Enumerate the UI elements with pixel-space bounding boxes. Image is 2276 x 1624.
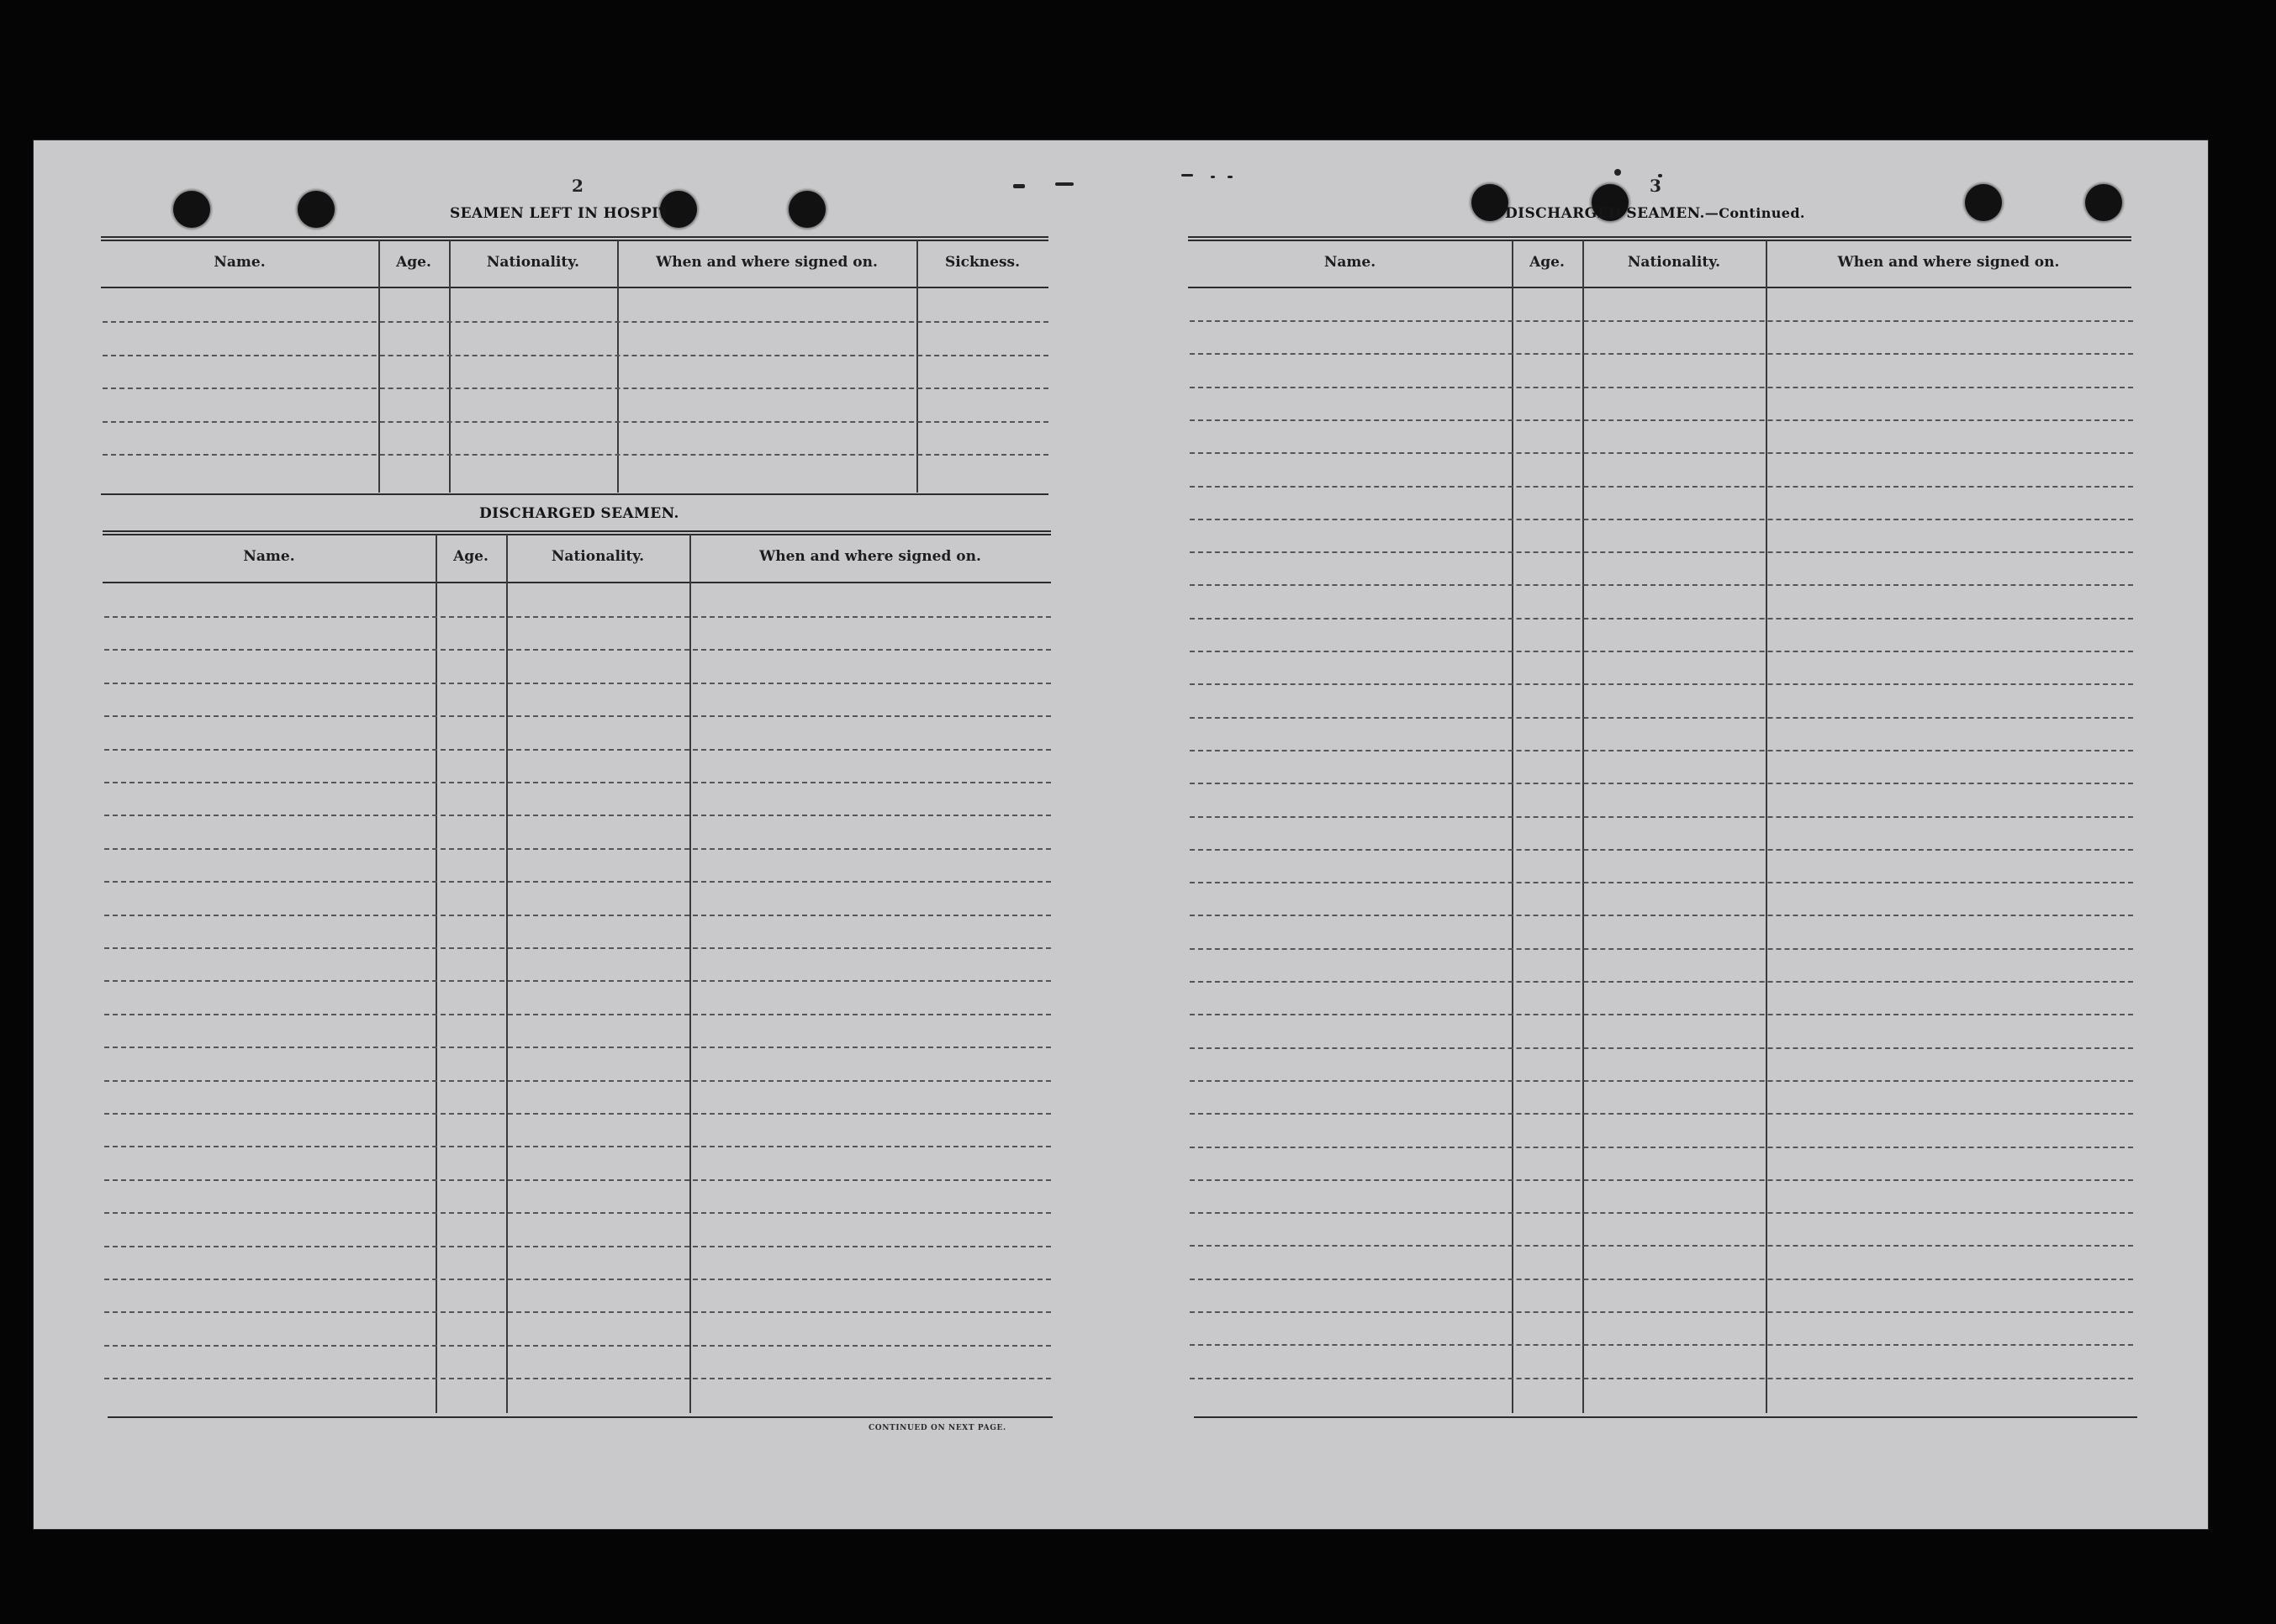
form-row-line — [104, 1146, 1051, 1147]
continued-footer: CONTINUED ON NEXT PAGE. — [869, 1424, 1006, 1432]
continued-bottom-rule — [1194, 1416, 2137, 1418]
form-row-line — [104, 1279, 1051, 1280]
column-header-nationality: Nationality. — [486, 254, 580, 271]
punch-hole — [173, 191, 210, 228]
form-row-line — [1190, 519, 2133, 520]
discharged-subheader-rule — [103, 582, 1051, 583]
column-divider — [689, 535, 691, 1413]
form-row-line — [104, 749, 1051, 751]
form-row-line — [1190, 452, 2133, 454]
column-divider — [1582, 240, 1584, 1413]
form-row-line — [1190, 1279, 2133, 1280]
form-row-line — [1190, 387, 2133, 388]
form-row-line — [103, 421, 1048, 423]
form-row-line — [103, 388, 1048, 389]
form-row-line — [104, 1179, 1051, 1181]
column-header-name: Name. — [243, 548, 295, 565]
form-row-line — [1190, 1113, 2133, 1115]
form-row-line — [104, 848, 1051, 850]
punch-hole — [2085, 184, 2122, 221]
form-row-line — [1190, 1344, 2133, 1346]
form-row-line — [104, 1014, 1051, 1015]
form-row-line — [1190, 419, 2133, 421]
form-row-line — [1190, 717, 2133, 719]
form-row-line — [1190, 584, 2133, 586]
form-row-line — [1190, 486, 2133, 488]
form-row-line — [104, 1047, 1051, 1048]
column-divider — [436, 535, 437, 1413]
form-row-line — [1190, 981, 2133, 983]
hospital-subheader-rule — [101, 287, 1048, 288]
form-row-line — [1190, 849, 2133, 851]
hospital-section-title: SEAMEN LEFT IN HOSPIT — [450, 205, 670, 222]
punch-hole — [1471, 184, 1508, 221]
punch-hole — [1965, 184, 2002, 221]
form-row-line — [104, 815, 1051, 816]
column-header-age: Age. — [453, 548, 488, 565]
discharged-header-rule — [103, 530, 1051, 532]
form-row-line — [1190, 683, 2133, 685]
form-row-line — [104, 881, 1051, 883]
ink-mark — [1181, 174, 1193, 177]
continued-suffix: —Continued. — [1704, 205, 1805, 221]
column-header-signed-on: When and where signed on. — [1837, 254, 2060, 271]
column-header-nationality: Nationality. — [1627, 254, 1721, 271]
form-row-line — [104, 1345, 1051, 1347]
column-divider — [1766, 240, 1767, 1413]
continued-header-rule — [1188, 236, 2131, 238]
form-row-line — [104, 782, 1051, 783]
ink-mark — [1013, 184, 1025, 188]
form-row-line — [104, 649, 1051, 651]
form-row-line — [1190, 353, 2133, 355]
form-row-line — [1190, 1245, 2133, 1247]
form-row-line — [1190, 816, 2133, 818]
ink-mark — [1228, 176, 1233, 178]
form-row-line — [1190, 651, 2133, 652]
form-row-line — [1190, 1378, 2133, 1379]
form-row-line — [104, 715, 1051, 717]
column-header-name: Name. — [1323, 254, 1376, 271]
form-row-line — [104, 1212, 1051, 1214]
form-row-line — [1190, 1047, 2133, 1049]
page-number: 2 — [572, 176, 584, 196]
discharged-continued-title-text: DISCHARGED SEAMEN. — [1505, 205, 1705, 222]
form-row-line — [104, 1113, 1051, 1115]
form-row-line — [104, 683, 1051, 684]
form-row-line — [104, 980, 1051, 982]
form-row-line — [1190, 1014, 2133, 1015]
column-header-name: Name. — [214, 254, 266, 271]
ink-mark — [1211, 176, 1215, 178]
form-row-line — [104, 1378, 1051, 1379]
form-row-line — [1190, 1080, 2133, 1082]
column-divider — [1512, 240, 1513, 1413]
discharged-bottom-rule — [108, 1416, 1053, 1418]
form-row-line — [1190, 1311, 2133, 1313]
form-row-line — [103, 454, 1048, 456]
column-header-age: Age. — [396, 254, 431, 271]
form-row-line — [104, 947, 1051, 949]
ink-mark — [1614, 169, 1621, 176]
form-row-line — [1190, 882, 2133, 883]
form-row-line — [1190, 750, 2133, 751]
hospital-bottom-rule — [101, 493, 1048, 495]
form-row-line — [1190, 618, 2133, 620]
discharged-section-title: DISCHARGED SEAMEN. — [479, 505, 679, 522]
punch-hole — [789, 191, 826, 228]
form-row-line — [103, 355, 1048, 356]
hospital-header-rule — [101, 236, 1048, 238]
ink-mark — [1055, 182, 1074, 186]
form-row-line — [104, 1080, 1051, 1082]
form-row-line — [1190, 948, 2133, 950]
form-row-line — [104, 1246, 1051, 1247]
form-row-line — [1190, 320, 2133, 322]
form-row-line — [1190, 1212, 2133, 1214]
column-header-signed-on: When and where signed on. — [656, 254, 878, 271]
form-row-line — [104, 616, 1051, 618]
form-row-line — [1190, 1147, 2133, 1148]
form-row-line — [104, 1311, 1051, 1313]
column-header-sickness: Sickness. — [944, 254, 1021, 271]
column-header-age: Age. — [1529, 254, 1565, 271]
page-number: 3 — [1650, 176, 1661, 196]
column-divider — [506, 535, 508, 1413]
column-header-signed-on: When and where signed on. — [759, 548, 981, 565]
form-row-line — [104, 915, 1051, 916]
column-header-nationality: Nationality. — [551, 548, 645, 565]
form-row-line — [1190, 1179, 2133, 1181]
form-row-line — [1190, 783, 2133, 784]
document-sheet — [34, 140, 2208, 1529]
form-row-line — [1190, 915, 2133, 916]
form-row-line — [103, 321, 1048, 323]
form-row-line — [1190, 551, 2133, 553]
punch-hole — [298, 191, 335, 228]
continued-subheader-rule — [1188, 287, 2131, 288]
discharged-continued-title — [1505, 205, 1805, 222]
